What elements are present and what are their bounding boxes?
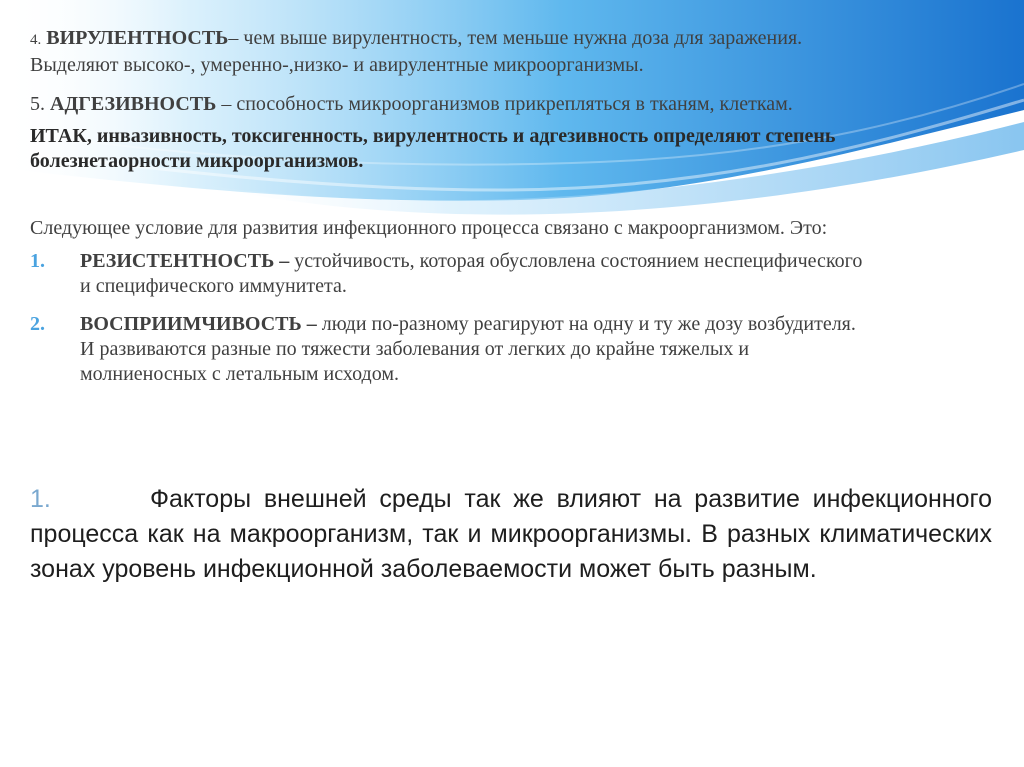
resistance-term: РЕЗИСТЕНТНОСТЬ – (80, 250, 290, 272)
virulence-number: 4. (30, 32, 42, 48)
resistance-definition: устойчивость, которая обусловлена состоянием неспецифического (289, 250, 863, 272)
susceptibility-definition: люди по-разному реагируют на одну и ту же дозу возбудителя. (316, 313, 856, 335)
factors-text: Факторы внешней среды так же влияют на развитие инфекционного процесса как на макроорганизм, так и микроорганизмы. В разных климатических зонах уровень инфекционной заболеваемости может быть разным. (30, 485, 992, 583)
adhesion-definition: – способность микроорганизмов прикрепляться в тканям, клеткам. (216, 93, 793, 115)
virulence-line-2: Выделяют высоко-, умеренно-,низко- и авирулентные микроорганизмы. (30, 54, 644, 76)
susceptibility-line-3: молниеносных с летальным исходом. (80, 363, 399, 385)
adhesion-paragraph (30, 92, 1010, 117)
list-item-text (80, 312, 990, 387)
list-number: 1. (30, 250, 45, 272)
resistance-line-2: и специфического иммунитета. (80, 275, 347, 297)
adhesion-number: 5. (30, 93, 45, 115)
macroorganism-intro: Следующее условие для развития инфекционного процесса связано с макроорганизмом. Это: (30, 217, 828, 239)
virulence-paragraph (30, 26, 1010, 78)
list-item-susceptibility (30, 312, 1010, 392)
summary-line-1: ИТАК, инвазивность, токсигенность, вирулентность и адгезивность определяют степень (30, 125, 836, 147)
adhesion-term: АДГЕЗИВНОСТЬ (50, 93, 217, 115)
list-item-resistance (30, 249, 1010, 305)
summary-paragraph (30, 124, 1010, 174)
susceptibility-line-2: И развиваются разные по тяжести заболевания от легких до крайне тяжелых и (80, 338, 750, 360)
environment-factors-paragraph (30, 482, 992, 587)
summary-line-2: болезнетаорности микроорганизмов. (30, 150, 364, 172)
virulence-term: ВИРУЛЕНТНОСТЬ (46, 27, 229, 49)
virulence-definition: – чем выше вирулентность, тем меньше нужна доза для заражения. (228, 27, 803, 49)
factors-number: 1. (30, 485, 51, 513)
virulence-line-1 (30, 26, 1010, 53)
list-item-text (80, 249, 990, 299)
susceptibility-term: ВОСПРИИМЧИВОСТЬ – (80, 313, 317, 335)
list-number: 2. (30, 313, 45, 335)
